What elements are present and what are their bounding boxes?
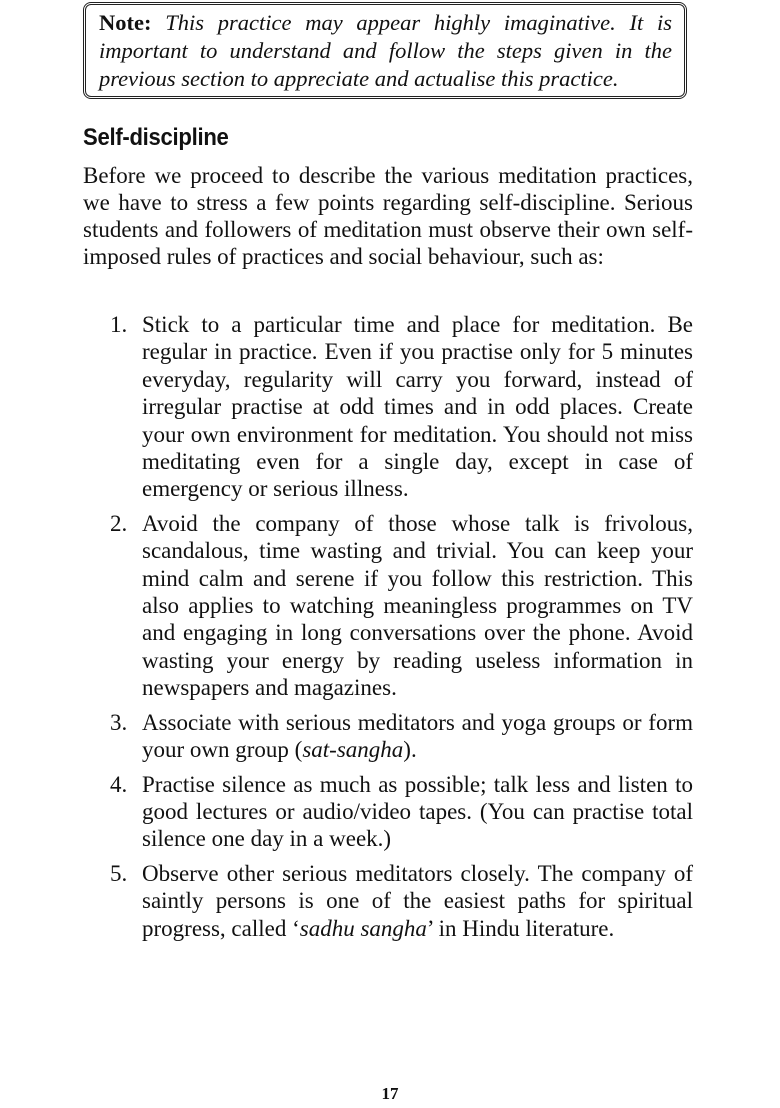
note-box xyxy=(83,2,687,99)
list-item xyxy=(83,709,693,764)
list-item-number: 3. xyxy=(110,709,128,735)
list-item xyxy=(83,510,693,702)
list-item-text: Practise silence as much as possible; talk less and listen to good lectures or audio/video tapes. (You can practise total silence one day in a week.) xyxy=(142,771,693,852)
note-label: Note: xyxy=(99,10,152,35)
section-heading: Self-discipline xyxy=(83,124,229,151)
list-item-number: 5. xyxy=(110,860,128,886)
list-item-text: Observe other serious meditators closely. The company of saintly persons is one of the easiest paths for spiritual progress, called ‘ xyxy=(142,860,693,941)
list-item-italic-term: sat-sangha xyxy=(302,737,404,763)
intro-paragraph: Before we proceed to describe the various meditation practices, we have to stress a few points regarding self-discipline. Serious students and followers of meditation must observe their own self-imposed rules of practices and social behaviour, such as: xyxy=(83,163,693,269)
list-item xyxy=(83,771,693,853)
list-item-text: Avoid the company of those whose talk is frivolous, scandalous, time wasting and trivial. You can keep your mind calm and serene if you follow this restriction. This also applies to watching meaningless programmes on TV and engaging in long conversations over the phone. Avoid wasting your energy by reading useless information in newspapers and magazines. xyxy=(142,510,693,701)
list-item-text: Stick to a particular time and place for meditation. Be regular in practice. Even if you practise only for 5 minutes everyday, regularity will carry you forward, instead of irregular practise at odd times and in odd places. Create your own environment for meditation. You should not miss meditating even for a single day, except in case of emergency or serious illness. xyxy=(142,312,693,502)
list-item-text: Associate with serious meditators and yoga groups or form your own group ( xyxy=(142,709,693,763)
list-item-text-end: ). xyxy=(403,737,417,763)
list-item xyxy=(83,860,693,942)
list-item xyxy=(83,311,693,503)
list-item-number: 2. xyxy=(110,510,128,536)
discipline-list xyxy=(83,311,693,949)
list-item-number: 1. xyxy=(110,312,128,337)
page-number: 17 xyxy=(381,1084,399,1103)
list-item-italic-term: sadhu sangha xyxy=(299,915,427,941)
list-item-text-end: ’ in Hindu literature. xyxy=(426,915,615,941)
note-text: This practice may appear highly imaginative. It is important to understand and follow the steps given in the previous section to appreciate and actualise this practice. xyxy=(99,10,672,91)
list-item-number: 4. xyxy=(110,771,128,797)
